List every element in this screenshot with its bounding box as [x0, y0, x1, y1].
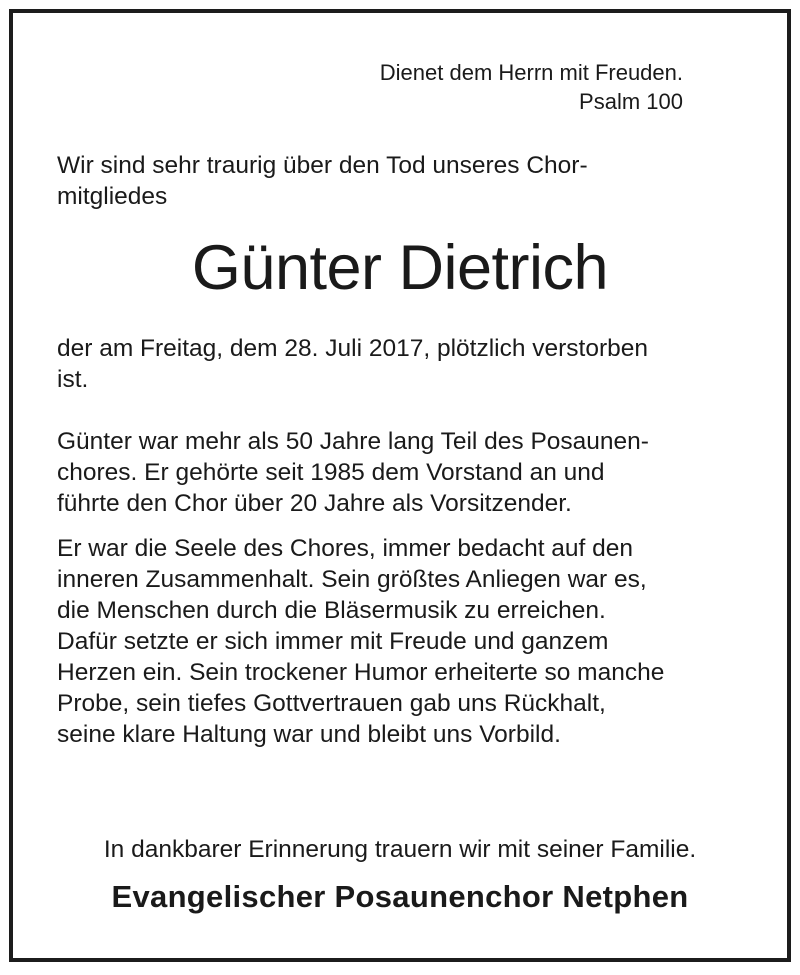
closing-line: In dankbarer Erinnerung trauern wir mit seiner Familie. [103, 836, 697, 863]
quote-reference: Psalm 100 [579, 89, 683, 114]
death-notice [57, 333, 743, 395]
biography-paragraph [57, 426, 743, 519]
biography-content: Günter war mehr als 50 Jahre lang Teil des Posaunen- chores. Er gehörte seit 1985 dem Vorstand an und führte den Chor über 20 Jahre als Vorsitzender. [57, 428, 649, 517]
intro-text [57, 150, 743, 212]
tribute-paragraph [57, 533, 743, 750]
intro-text-content: Wir sind sehr traurig über den Tod unseres Chor- mitgliedes [57, 152, 588, 210]
bible-quote [380, 58, 683, 116]
death-notice-content: der am Freitag, dem 28. Juli 2017, plötzlich verstorben ist. [57, 335, 649, 393]
tribute-content: Er war die Seele des Chores, immer bedacht auf den inneren Zusammenhalt. Sein größtes Anliegen war es, die Menschen durch die Bläsermusik zu erreichen. Dafür setzte er sich immer mit Freude und ganzem Herzen ein. Sein trockener Humor erheiterte so manche Probe, sein tiefes Gottvertrauen gab uns Rückhalt, seine klare Haltung war und bleibt uns Vorbild. [57, 535, 665, 748]
signature: Evangelischer Posaunenchor Netphen [111, 879, 689, 914]
deceased-name: Günter Dietrich [191, 233, 609, 303]
quote-text: Dienet dem Herrn mit Freuden. [379, 60, 683, 85]
